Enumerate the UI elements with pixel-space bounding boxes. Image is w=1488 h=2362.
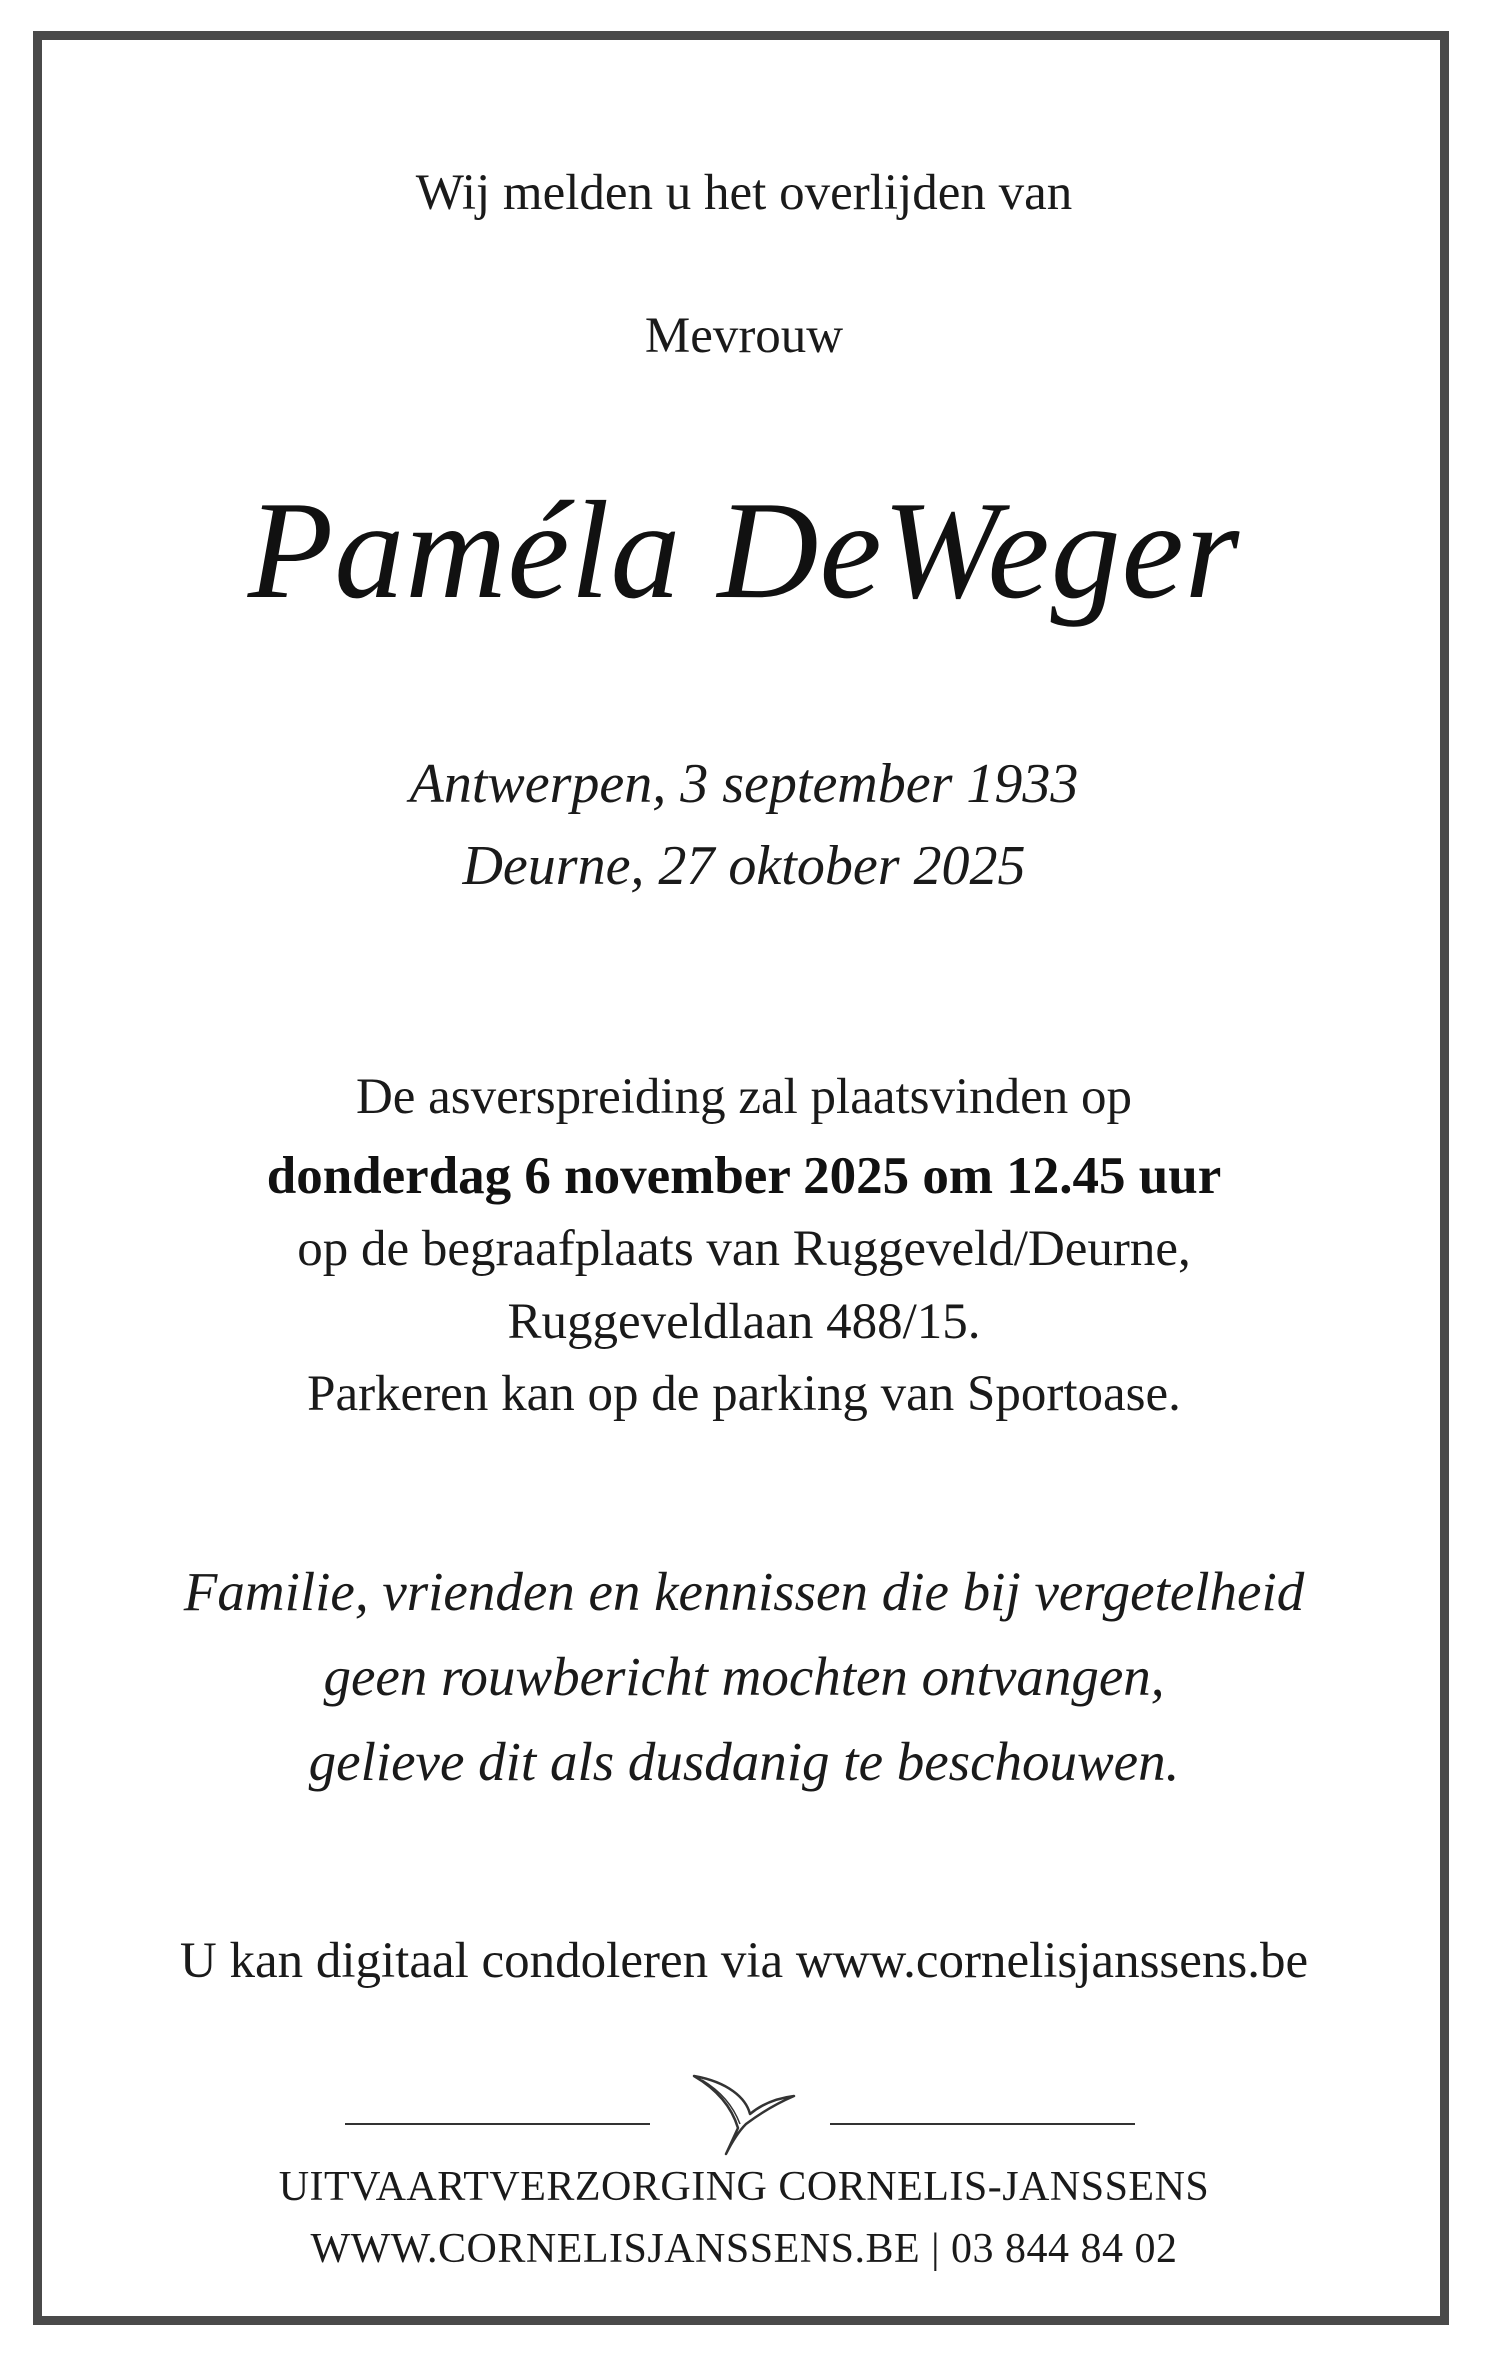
company-name: UITVAARTVERZORGING CORNELIS-JANSSENS (278, 2164, 1210, 2210)
ceremony-address: Ruggeveldlaan 488/15. (507, 1294, 981, 1350)
intro-text: Wij melden u het overlijden van (415, 165, 1073, 221)
company-contact: WWW.CORNELISJANSSENS.BE | 03 844 84 02 (310, 2226, 1178, 2272)
parking-info: Parkeren kan op de parking van Sportoase. (307, 1366, 1181, 1422)
condolence-text: U kan digitaal condoleren via www.cornelisjanssens.be (179, 1933, 1309, 1989)
ceremony-location: op de begraafplaats van Ruggeveld/Deurne, (297, 1221, 1191, 1277)
deceased-name: Paméla DeWeger (247, 473, 1241, 628)
bird-icon (688, 2068, 798, 2158)
birth-date: Antwerpen, 3 september 1933 (409, 753, 1079, 815)
ceremony-datetime: donderdag 6 november 2025 om 12.45 uur (266, 1147, 1222, 1205)
family-note-line-3: gelieve dit als dusdanig te beschouwen. (308, 1731, 1180, 1792)
death-date: Deurne, 27 oktober 2025 (462, 835, 1026, 897)
ceremony-line-1: De asverspreiding zal plaatsvinden op (355, 1069, 1133, 1125)
divider-right (830, 2123, 1135, 2125)
family-note-line-2: geen rouwbericht mochten ontvangen, (323, 1646, 1165, 1707)
salutation: Mevrouw (644, 308, 844, 364)
family-note-line-1: Familie, vrienden en kennissen die bij vergetelheid (183, 1561, 1305, 1622)
divider-left (345, 2123, 650, 2125)
